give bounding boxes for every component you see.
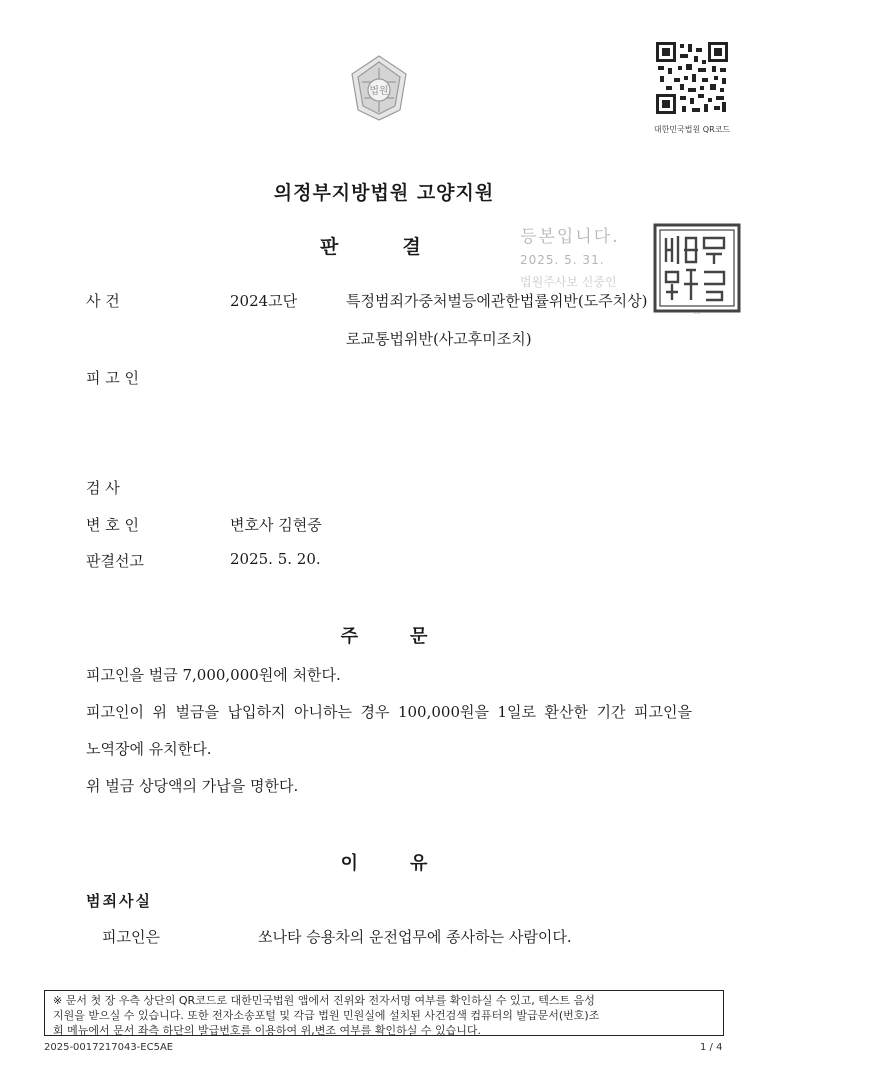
page-number: 1 / 4 (700, 1042, 723, 1053)
order-line-1: 피고인을 벌금 7,000,000원에 처한다. (86, 666, 341, 684)
prosecutor-label: 검 사 (86, 479, 120, 497)
counsel-label: 변 호 인 (86, 516, 140, 534)
order-heading (0, 622, 768, 648)
order-heading-char-1: 주 (340, 626, 358, 647)
stamp-clerk: 법원주사보 신중인 (520, 275, 617, 289)
qr-code (656, 42, 728, 114)
order-line-3: 노역장에 유치한다. (86, 740, 212, 758)
certification-stamp (520, 222, 640, 290)
reason-heading (0, 849, 768, 875)
verification-notice (44, 990, 724, 1036)
seal-lettering: 대한민국법원 (694, 314, 700, 315)
document-issue-number: 2025-0017217043-EC5AE (44, 1042, 174, 1053)
order-heading-char-2: 문 (410, 626, 428, 647)
svg-text:법원: 법원 (369, 86, 389, 97)
qr-caption: 대한민국법원 QR코드 (653, 125, 731, 134)
official-seal (652, 222, 742, 314)
stamp-date: 2025. 5. 31. (520, 253, 605, 267)
counsel-value: 변호사 김현중 (230, 516, 322, 534)
notice-line-2: 지원을 받으실 수 있습니다. 또한 전자소송포털 및 각급 법원 민원실에 설치된 사건검색 컴퓨터의 발급문서(번호)조 (53, 1009, 600, 1022)
stamp-certified-copy: 등본입니다. (520, 227, 620, 247)
crime-facts-heading: 범죄사실 (86, 892, 152, 910)
reason-heading-char-2: 유 (410, 853, 428, 874)
notice-line-1: ※ 문서 첫 장 우측 상단의 QR코드로 대한민국법원 앱에서 진위와 전자서명 여부를 확인하실 수 있고, 텍스트 음성 (53, 994, 595, 1007)
reason-heading-char-1: 이 (340, 853, 358, 874)
verdict-date-value: 2025. 5. 20. (230, 550, 321, 568)
court-emblem-logo (348, 52, 410, 124)
order-line-2: 피고인이 위 벌금을 납입하지 아니하는 경우 100,000원을 1일로 환산한 기간 피고인을 (86, 703, 692, 721)
document-title-char-1: 판 (320, 236, 339, 258)
case-name-line-2: 로교통법위반(사고후미조치) (346, 330, 532, 348)
defendant-label: 피 고 인 (86, 369, 140, 387)
document-title (320, 232, 421, 259)
case-label: 사 건 (86, 292, 120, 310)
case-name-line-1: 특정범죄가중처벌등에관한법률위반(도주치상) (346, 292, 648, 310)
notice-line-3: 회 메뉴에서 문서 좌측 하단의 발급번호를 이용하여 위,변조 여부를 확인하실 수 있습니다. (53, 1024, 481, 1037)
document-title-char-2: 결 (402, 236, 421, 258)
verdict-date-label: 판결선고 (86, 552, 144, 570)
court-name: 의정부지방법원 고양지원 (273, 182, 495, 204)
crime-fact-text: 쏘나타 승용차의 운전업무에 종사하는 사람이다. (258, 928, 572, 946)
case-number: 2024고단 (230, 292, 298, 310)
order-line-4: 위 벌금 상당액의 가납을 명한다. (86, 777, 299, 795)
crime-fact-subject: 피고인은 (102, 928, 160, 946)
